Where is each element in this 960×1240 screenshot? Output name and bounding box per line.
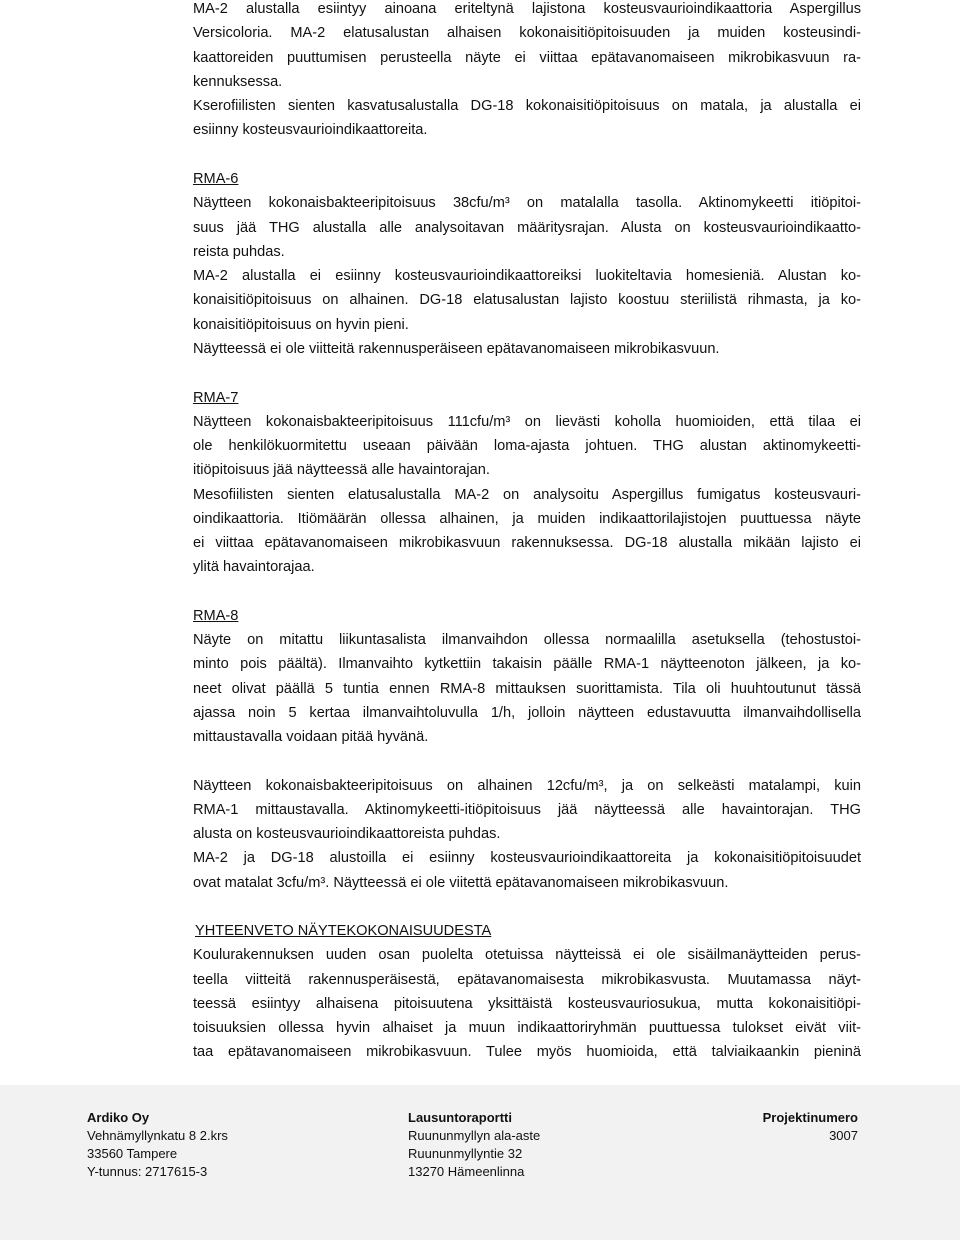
text-line: kennuksessa. <box>193 74 283 90</box>
company-ytunnus: Y-tunnus: 2717615-3 <box>87 1164 208 1179</box>
text-line: MA-2 ja DG-18 alustoilla ei esiinny kosteusvaurioindikaattoreita ja kokonaisitiöpitoisuudet <box>193 850 861 866</box>
text-line: esiinny kosteusvaurioindikaattoreita. <box>193 122 428 138</box>
section-heading: YHTEENVETO NÄYTEKOKONAISUUDESTA <box>195 923 492 939</box>
text-line: Näytteen kokonaisbakteeripitoisuus 38cfu/m³ on matalalla tasolla. Aktinomykeetti itiöpitoi- <box>193 195 861 211</box>
footer-report <box>408 1109 540 1181</box>
text-line: ole henkilökuormitettu useaan päivään loma-ajasta johtuen. THG alustan aktinomykeetti- <box>193 438 861 454</box>
text-line: konaisitiöpitoisuus on alhainen. DG-18 elatusalustan lajisto koostuu steriilistä rihmasta, ja ko- <box>193 292 861 308</box>
project-number: 3007 <box>829 1128 858 1143</box>
footer-company <box>87 1109 228 1181</box>
text-line: RMA-1 mittaustavalla. Aktinomykeetti-itiöpitoisuus jää näytteessä alle havaintorajan. THG <box>193 802 861 818</box>
text-line: MA-2 alustalla esiintyy ainoana eriteltynä lajistona kosteusvaurioindikaattoria Aspergillus <box>193 1 861 17</box>
text-line: Mesofiilisten sienten elatusalustalla MA-2 on analysoitu Aspergillus fumigatus kosteusvauri- <box>193 487 861 503</box>
text-line: reista puhdas. <box>193 244 285 260</box>
report-address: Ruununmyllyntie 32 <box>408 1146 523 1161</box>
text-line: teella viitteitä rakennusperäisestä, epätavanomaisesta mikrobikasvusta. Muutamassa näyt- <box>193 972 861 988</box>
text-line: teessä esiintyy alhaisena pitoisuutena yksittäistä kosteusvauriosukua, mutta kokonaisitiöpi- <box>193 996 861 1012</box>
text-line: Koulurakennuksen uuden osan puolelta otetuissa näytteissä ei ole sisäilmanäytteiden perus- <box>193 947 861 963</box>
text-line: Näytteessä ei ole viitteitä rakennusperäiseen epätavanomaiseen mikrobikasvuun. <box>193 341 720 357</box>
text-line: Versicoloria. MA-2 elatusalustan alhaisen kokonaisitiöpitoisuuden ja muiden kosteusindi- <box>193 25 861 41</box>
text-line: Kserofiilisten sienten kasvatusalustalla DG-18 kokonaisitiöpitoisuus on matala, ja alustalla ei <box>193 98 861 114</box>
report-location: Ruununmyllyn ala-aste <box>408 1128 541 1143</box>
text-line: ylitä havaintorajaa. <box>193 559 315 575</box>
text-line: taa epätavanomaiseen mikrobikasvuun. Tulee myös huomioida, että talviaikaankin pieninä <box>193 1044 861 1060</box>
text-line: oindikaattoria. Itiömäärän ollessa alhainen, ja muiden indikaattorilajistojen puuttuessa näyte <box>193 511 861 527</box>
section-heading: RMA-8 <box>193 608 239 624</box>
text-line: itiöpitoisuus jää näytteessä alle havaintorajan. <box>193 462 490 478</box>
project-label: Projektinumero <box>762 1110 858 1125</box>
text-line: neet olivat päällä 5 tuntia ennen RMA-8 mittauksen suorittamista. Tila oli huuhtoutunut tässä <box>193 681 861 697</box>
footer-project <box>740 1109 858 1145</box>
report-city: 13270 Hämeenlinna <box>408 1164 525 1179</box>
text-line: konaisitiöpitoisuus on hyvin pieni. <box>193 317 409 333</box>
report-title: Lausuntoraportti <box>408 1110 512 1125</box>
section-heading: RMA-7 <box>193 390 239 406</box>
text-line: kaattoreiden puuttumisen perusteella näyte ei viittaa epätavanomaiseen mikrobikasvuun ra- <box>193 50 861 66</box>
page-footer <box>0 1085 960 1240</box>
company-street: Vehnämyllynkatu 8 2.krs <box>87 1128 228 1143</box>
company-city: 33560 Tampere <box>87 1146 178 1161</box>
text-line: Näytteen kokonaisbakteeripitoisuus 111cfu/m³ on lievästi koholla huomioiden, että tilaa ei <box>193 414 861 430</box>
text-line: ovat matalat 3cfu/m³. Näytteessä ei ole viitettä epätavanomaiseen mikrobikasvuun. <box>193 875 729 891</box>
text-line: MA-2 alustalla ei esiinny kosteusvaurioindikaattoreiksi luokiteltavia homesieniä. Alustan ko- <box>193 268 861 284</box>
text-line: Näytteen kokonaisbakteeripitoisuus on alhainen 12cfu/m³, ja on selkeästi matalampi, kuin <box>193 778 861 794</box>
text-line: ei viittaa epätavanomaiseen mikrobikasvuun rakennuksessa. DG-18 alustalla mikään lajisto ei <box>193 535 861 551</box>
text-line: Näyte on mitattu liikuntasalista ilmanvaihdon ollessa normaalilla asetuksella (tehostustoi- <box>193 632 861 648</box>
text-line: ajassa noin 5 kertaa ilmanvaihtoluvulla 1/h, jolloin näytteen edustavuutta ilmanvaihdollisella <box>193 705 861 721</box>
text-line: alusta on kosteusvaurioindikaattoreista puhdas. <box>193 826 501 842</box>
text-line: mittaustavalla voidaan pitää hyvänä. <box>193 729 429 745</box>
text-line: toisuuksien ollessa hyvin alhaiset ja muun indikaattoriryhmän puuttuessa tulokset eivät viit- <box>193 1020 861 1036</box>
section-heading: RMA-6 <box>193 171 239 187</box>
text-line: minto pois päältä). Ilmanvaihto kytkettiin takaisin päälle RMA-1 näytteenoton jälkeen, ja ko- <box>193 656 861 672</box>
text-line: suus jää THG alustalla alle analysoitavan määritysrajan. Alusta on kosteusvaurioindikaatto- <box>193 220 861 236</box>
company-name: Ardiko Oy <box>87 1110 150 1125</box>
